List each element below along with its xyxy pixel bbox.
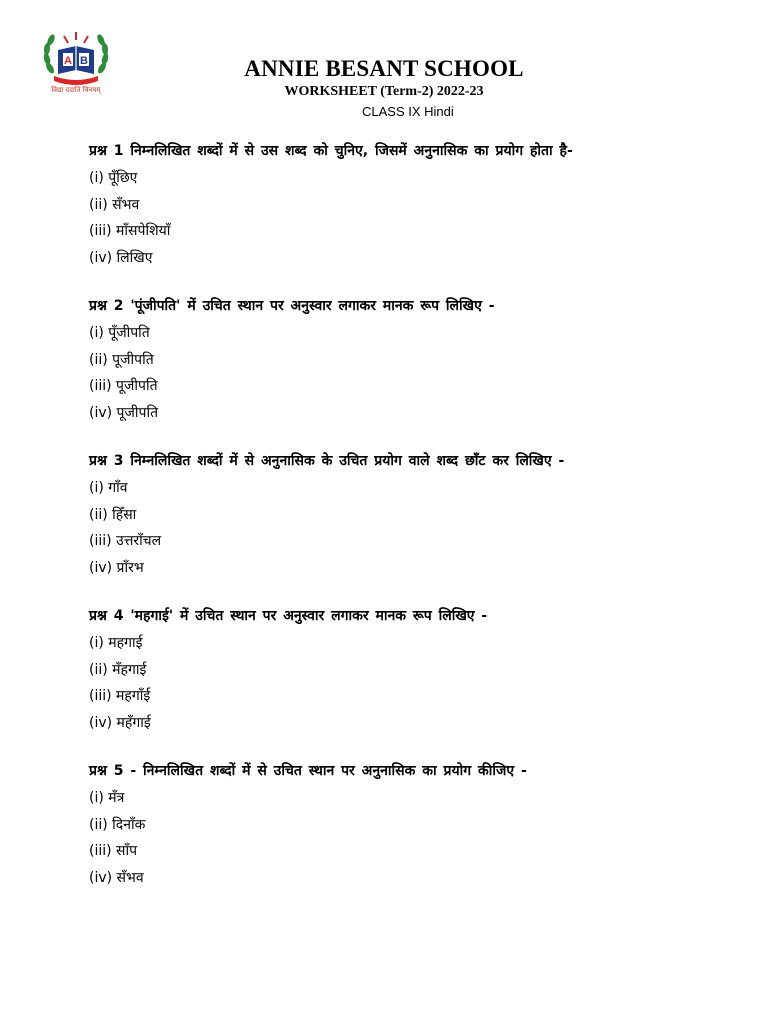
option-i: (i) पूँछिए (89, 170, 138, 186)
option-ii: (ii) पूजीपति (89, 351, 154, 368)
question-text: प्रश्न 1 निम्नलिखित शब्दों में से उस शब्द को चुनिए, जिसमें अनुनासिक का प्रयोग होता है- (89, 143, 573, 159)
class-subject-line: CLASS IX Hindi (362, 104, 454, 119)
option-ii: (ii) हिँसा (89, 506, 137, 523)
options-list (89, 165, 689, 271)
question-2 (89, 293, 689, 426)
questions-list (89, 138, 689, 913)
option-ii: (ii) दिनाँक (89, 816, 146, 833)
school-motto: विद्या ददाति विनयम् (51, 86, 101, 94)
option-ii: (ii) मँहगाई (89, 661, 147, 678)
option-iv: (iv) प्राँरभ (89, 559, 144, 576)
option-i: (i) गाँव (89, 480, 128, 496)
option-i: (i) मँत्र (89, 790, 125, 806)
option-iv: (iv) सँभव (89, 869, 144, 886)
question-4 (89, 603, 689, 736)
option-i: (i) महगाई (89, 635, 143, 651)
options-list (89, 475, 689, 581)
worksheet-title: WORKSHEET (Term-2) 2022-23 (284, 84, 484, 99)
logo-letter-b: B (80, 55, 88, 67)
question-text: प्रश्न 3 निम्नलिखित शब्दों में से अनुनासिक के उचित प्रयोग वाले शब्द छाँट कर लिखिए - (89, 453, 565, 469)
question-3 (89, 448, 689, 581)
options-list (89, 320, 689, 426)
option-iii: (iii) साँप (89, 843, 138, 859)
school-name: ANNIE BESANT SCHOOL (244, 56, 524, 81)
option-iii: (iii) उत्तराँचल (89, 533, 162, 549)
option-iii: (iii) माँसपेशियाँ (89, 223, 171, 239)
option-ii: (ii) सँभव (89, 196, 140, 213)
question-1 (89, 138, 689, 271)
options-list (89, 785, 689, 891)
logo-letter-a: A (64, 55, 72, 67)
option-iii: (iii) पूजीपति (89, 378, 158, 394)
option-iv: (iv) महँगाई (89, 714, 151, 731)
question-text: प्रश्न 4 'महगाई' में उचित स्थान पर अनुस्वार लगाकर मानक रूप लिखिए - (89, 608, 488, 624)
question-text: प्रश्न 5 - निम्नलिखित शब्दों में से उचित स्थान पर अनुनासिक का प्रयोग कीजिए - (89, 763, 527, 779)
options-list (89, 630, 689, 736)
option-iii: (iii) महगाँई (89, 688, 151, 704)
question-text: प्रश्न 2 'पूंजीपति' में उचित स्थान पर अनुस्वार लगाकर मानक रूप लिखिए - (89, 298, 495, 314)
question-5 (89, 758, 689, 891)
option-iv: (iv) लिखिए (89, 249, 153, 266)
option-i: (i) पूँजीपति (89, 325, 150, 341)
option-iv: (iv) पूजीपति (89, 404, 159, 421)
